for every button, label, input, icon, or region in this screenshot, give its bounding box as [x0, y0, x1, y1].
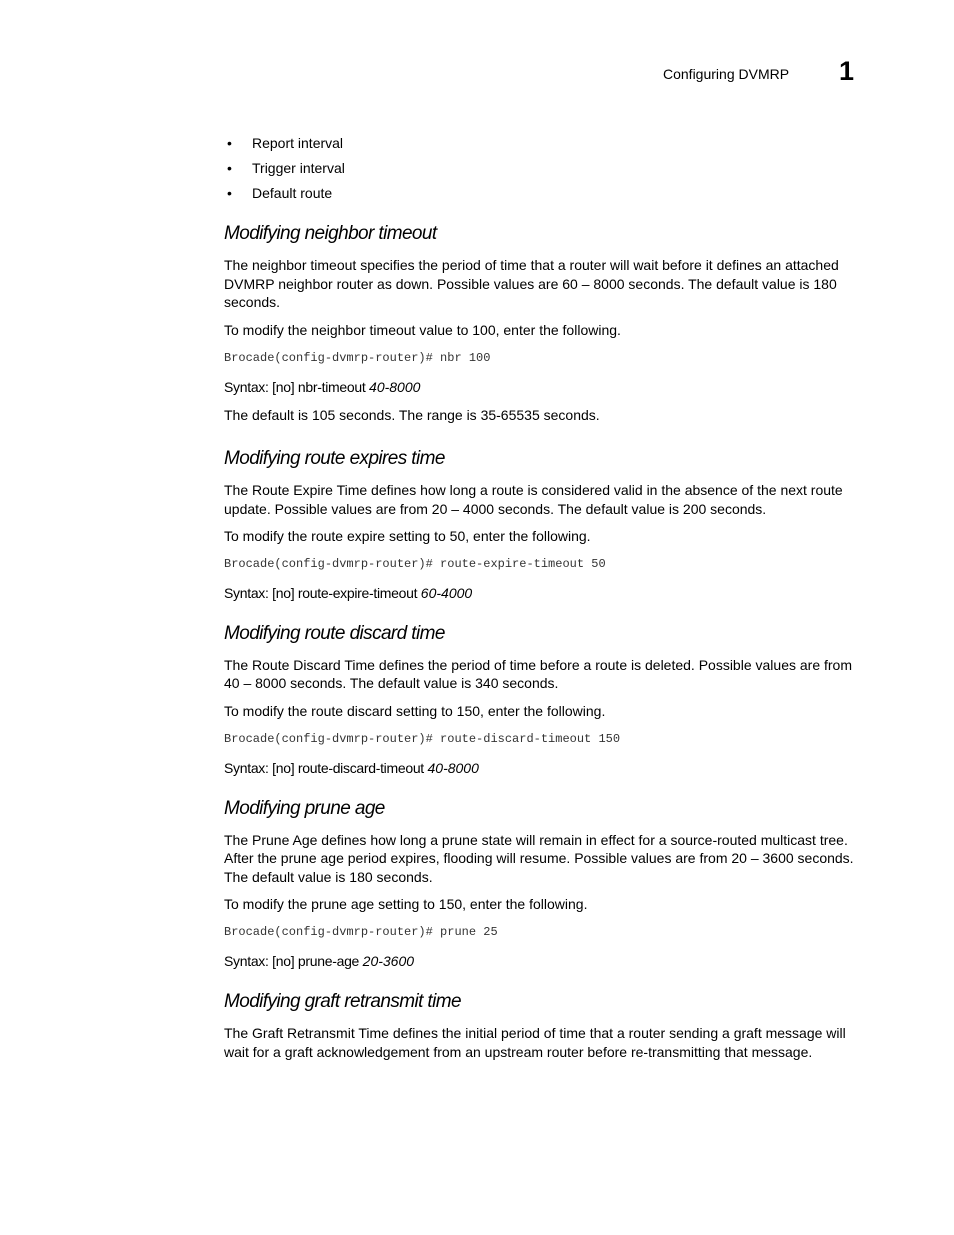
- page-content: [224, 133, 870, 1061]
- bullet-icon: •: [227, 160, 232, 176]
- section-body: The Graft Retransmit Time defines the initial period of time that a router sending a graft message will wait for a graft acknowledgement from an upstream router before re-transmitting that message.: [224, 1024, 846, 1060]
- code-example: Brocade(config-dvmrp-router)# route-expire-timeout 50: [224, 556, 606, 571]
- bullet-icon: •: [227, 135, 232, 151]
- chapter-number: 1: [839, 56, 855, 86]
- section-note: The default is 105 seconds. The range is 35-65535 seconds.: [224, 407, 600, 424]
- syntax-line: Syntax: [no] nbr-timeout 40-8000: [224, 379, 421, 396]
- syntax-line: Syntax: [no] route-expire-timeout 60-4000: [224, 584, 473, 601]
- code-example: Brocade(config-dvmrp-router)# prune 25: [224, 924, 498, 939]
- section-heading: Modifying route discard time: [224, 622, 445, 644]
- code-example: Brocade(config-dvmrp-router)# route-discard-timeout 150: [224, 731, 621, 746]
- bullet-icon: •: [227, 185, 232, 201]
- section-heading: Modifying neighbor timeout: [224, 223, 437, 244]
- bullet-list: [224, 133, 870, 208]
- syntax-line: Syntax: [no] prune-age 20-3600: [224, 952, 415, 969]
- section-body: The Prune Age defines how long a prune state will remain in effect for a source-routed multicast tree. After the prune age period expires, flooding will resume. Possible values are from 20 – 3600 seconds. The default value is 180 seconds.: [224, 831, 854, 885]
- section-body: The Route Expire Time defines how long a route is considered valid in the absence of the next route update. Possible values are from 20 – 4000 seconds. The default value is 200 seconds.: [224, 481, 843, 517]
- section-heading: Modifying route expires time: [224, 447, 445, 469]
- section-instruction: To modify the neighbor timeout value to 100, enter the following.: [224, 321, 621, 338]
- section-instruction: To modify the route discard setting to 150, enter the following.: [224, 702, 606, 719]
- code-example: Brocade(config-dvmrp-router)# nbr 100: [224, 351, 491, 366]
- section-heading: Modifying graft retransmit time: [224, 990, 461, 1012]
- chapter-title: Configuring DVMRP: [663, 66, 790, 82]
- section-body: The neighbor timeout specifies the period of time that a router will wait before it defines an attached DVMRP neighbor router as down. Possible values are 60 – 8000 seconds. The default value is 180 seconds.: [224, 257, 839, 311]
- section-heading: Modifying prune age: [224, 797, 385, 819]
- list-item: • Default route: [227, 185, 333, 201]
- section-instruction: To modify the route expire setting to 50, enter the following.: [224, 528, 591, 545]
- section-instruction: To modify the prune age setting to 150, enter the following.: [224, 896, 588, 913]
- list-item: • Report interval: [227, 135, 344, 151]
- syntax-line: Syntax: [no] route-discard-timeout 40-8000: [224, 759, 479, 776]
- list-item: • Trigger interval: [227, 160, 345, 176]
- page-header: [0, 56, 954, 96]
- section-body: The Route Discard Time defines the period of time before a route is deleted. Possible values are from 40 – 8000 seconds. The default value is 340 seconds.: [224, 656, 852, 692]
